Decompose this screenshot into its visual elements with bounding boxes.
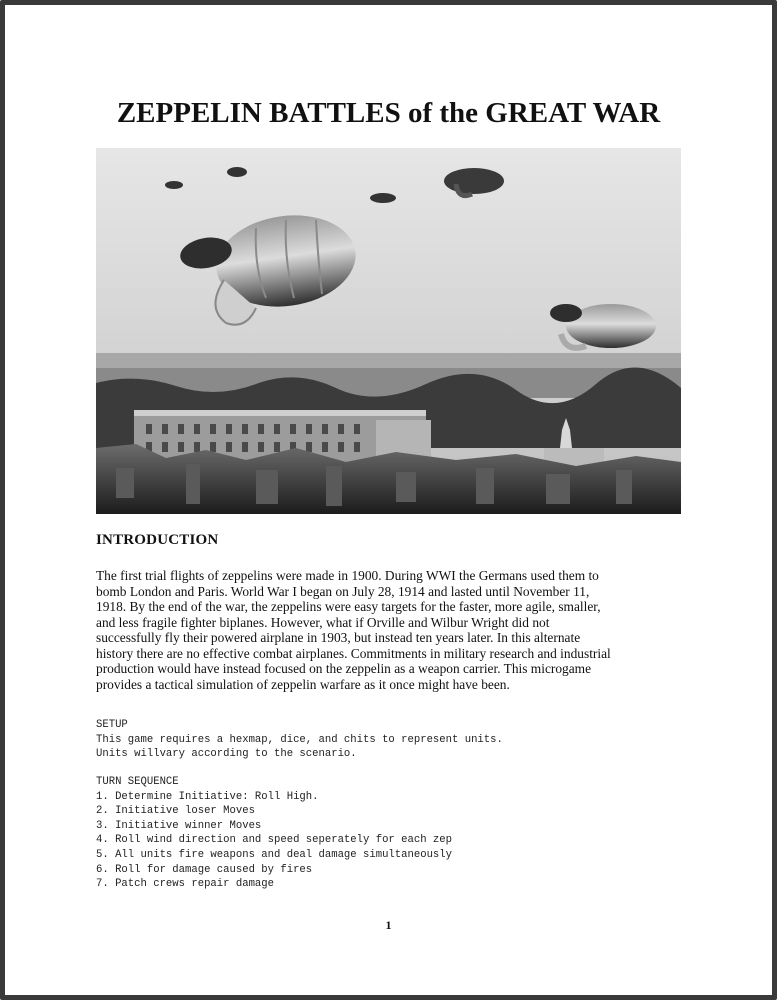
- turn-step: 7. Patch crews repair damage: [96, 878, 275, 891]
- page-number: 1: [385, 918, 392, 932]
- turn-step: 6. Roll for damage caused by fires: [96, 863, 313, 876]
- intro-line: 1918. By the end of the war, the zeppelins were easy targets for the faster, more agile, smaller,: [96, 599, 601, 614]
- intro-line: and less fragile fighter biplanes. However, what if Orville and Wilbur Wright did not: [96, 614, 550, 630]
- setup-section: [96, 718, 503, 762]
- turn-step: 3. Initiative winner Moves: [96, 819, 262, 832]
- setup-heading: SETUP: [96, 719, 128, 731]
- intro-line: production would have instead focused on the zeppelin as a weapon carrier. This microgame: [96, 661, 592, 676]
- turn-step: 5. All units fire weapons and deal damage simultaneously: [96, 848, 453, 861]
- setup-line: This game requires a hexmap, dice, and chits to represent units.: [96, 733, 503, 746]
- intro-line: successfully fly their powered airplane in 1903, but instead ten years later. In this alternate: [96, 630, 581, 645]
- turn-sequence-section: [96, 775, 452, 892]
- turn-step: 1. Determine Initiative: Roll High.: [96, 790, 319, 803]
- intro-line: bomb London and Paris. World War I began on July 28, 1914 and lasted until November 11,: [96, 583, 590, 599]
- intro-line: history there are no effective combat airplanes. Commitments in military research and industrial: [96, 645, 611, 661]
- turn-step: 2. Initiative loser Moves: [96, 805, 255, 818]
- setup-line: Units willvary according to the scenario.: [96, 748, 357, 761]
- barrage-balloons-photo: [96, 148, 681, 514]
- introduction-heading: INTRODUCTION: [96, 532, 219, 548]
- intro-line: provides a tactical simulation of zeppelin warfare as it once might have been.: [96, 676, 510, 692]
- turn-step: 4. Roll wind direction and speed seperately for each zep: [96, 834, 453, 847]
- intro-line: The first trial flights of zeppelins were made in 1900. During WWI the Germans used them to: [96, 568, 599, 583]
- page-title: ZEPPELIN BATTLES of the GREAT WAR: [116, 97, 661, 129]
- introduction-paragraph: [96, 568, 686, 692]
- turn-sequence-heading: TURN SEQUENCE: [96, 776, 179, 788]
